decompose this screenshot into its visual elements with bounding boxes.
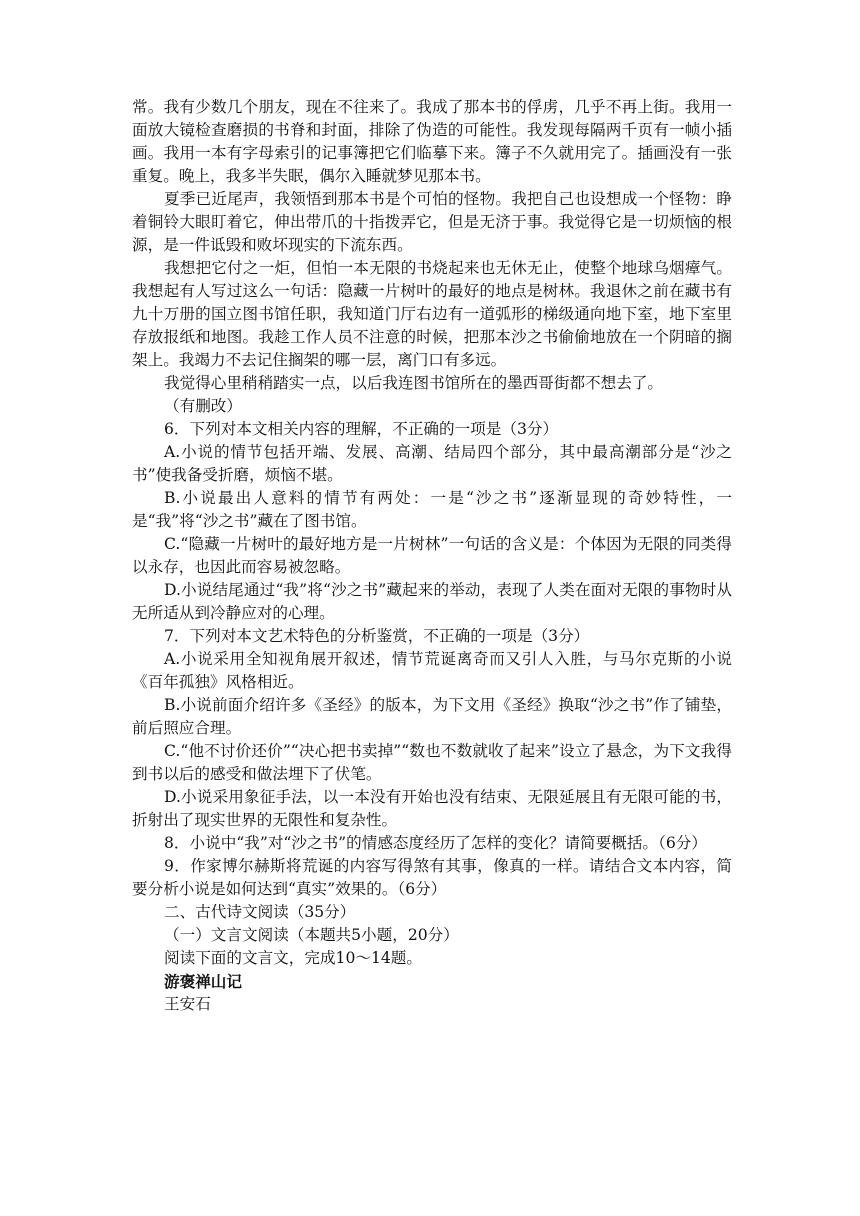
question-7-option-d: D.小说采用象征手法，以一本没有开始也没有结束、无限延展且有无限可能的书，折射出了现实世界的无限性和复杂性。	[132, 788, 732, 829]
question-7-option-c: C.“他不讨价还价”“决心把书卖掉”“数也不数就收了起来”设立了悬念，为下文我得到书以后的感受和做法埋下了伏笔。	[132, 742, 732, 783]
passage-title: 游褒禅山记	[164, 972, 242, 991]
question-9: 9．作家博尔赫斯将荒诞的内容写得煞有其事，像真的一样。请结合文本内容，简要分析小说是如何达到“真实”效果的。（6分）	[132, 857, 732, 898]
question-7-option-a: A.小说采用全知视角展开叙述，情节荒诞离奇而又引人入胜，与马尔克斯的小说《百年孤独》风格相近。	[132, 650, 732, 691]
passage-author: 王安石	[164, 995, 211, 1013]
question-7-stem: 7．下列对本文艺术特色的分析鉴赏，不正确的一项是（3分）	[164, 627, 590, 645]
section-heading: 二、古代诗文阅读（35分）	[164, 903, 356, 921]
reading-instruction: 阅读下面的文言文，完成10～14题。	[164, 949, 422, 967]
story-paragraph: 夏季已近尾声，我领悟到那本书是个可怕的怪物。我把自己也设想成一个怪物：睁着铜铃大眼盯着它，伸出带爪的十指拨弄它，但是无济于事。我觉得它是一切烦恼的根源，是一件诋毁和败坏现实的下流东西。	[132, 190, 732, 254]
question-6-option-c: C.“隐藏一片树叶的最好地方是一片树林”一句话的含义是：个体因为无限的同类得以永存，也因此而容易被忽略。	[132, 535, 732, 576]
question-7-option-b: B.小说前面介绍许多《圣经》的版本，为下文用《圣经》换取“沙之书”作了铺垫，前后照应合理。	[132, 696, 732, 737]
question-6-option-b: B.小说最出人意料的情节有两处：一是“沙之书”逐渐显现的奇妙特性，一是“我”将“沙之书”藏在了图书馆。	[132, 489, 732, 530]
question-6-stem: 6．下列对本文相关内容的理解，不正确的一项是（3分）	[164, 420, 559, 438]
question-8: 8．小说中“我”对“沙之书”的情感态度经历了怎样的变化？请简要概括。（6分）	[164, 834, 707, 852]
question-6-option-d: D.小说结尾通过“我”将“沙之书”藏起来的举动，表现了人类在面对无限的事物时从无所适从到冷静应对的心理。	[132, 581, 732, 622]
subsection-heading: （一）文言文阅读（本题共5小题，20分）	[164, 926, 459, 944]
story-paragraph: 我想把它付之一炬，但怕一本无限的书烧起来也无休无止，使整个地球乌烟瘴气。我想起有人写过这么一句话：隐藏一片树叶的最好的地点是树林。我退休之前在藏书有九十万册的国立图书馆任职，我知道门厅右边有一道弧形的梯级通向地下室，地下室里存放报纸和地图。我趁工作人员不注意的时候，把那本沙之书偷偷地放在一个阴暗的搁架上。我竭力不去记住搁架的哪一层，离门口有多远。	[132, 259, 732, 369]
story-paragraph: 常。我有少数几个朋友，现在不往来了。我成了那本书的俘虏，几乎不再上街。我用一面放大镜检查磨损的书脊和封面，排除了伪造的可能性。我发现每隔两千页有一帧小插画。我用一本有字母索引的记事簿把它们临摹下来。簿子不久就用完了。插画没有一张重复。晚上，我多半失眠，偶尔入睡就梦见那本书。	[132, 98, 732, 185]
document-body	[132, 96, 732, 1016]
edit-note: （有删改）	[164, 397, 242, 415]
story-paragraph: 我觉得心里稍稍踏实一点，以后我连图书馆所在的墨西哥街都不想去了。	[164, 374, 664, 392]
question-6-option-a: A.小说的情节包括开端、发展、高潮、结局四个部分，其中最高潮部分是“沙之书”使我备受折磨，烦恼不堪。	[132, 443, 732, 484]
